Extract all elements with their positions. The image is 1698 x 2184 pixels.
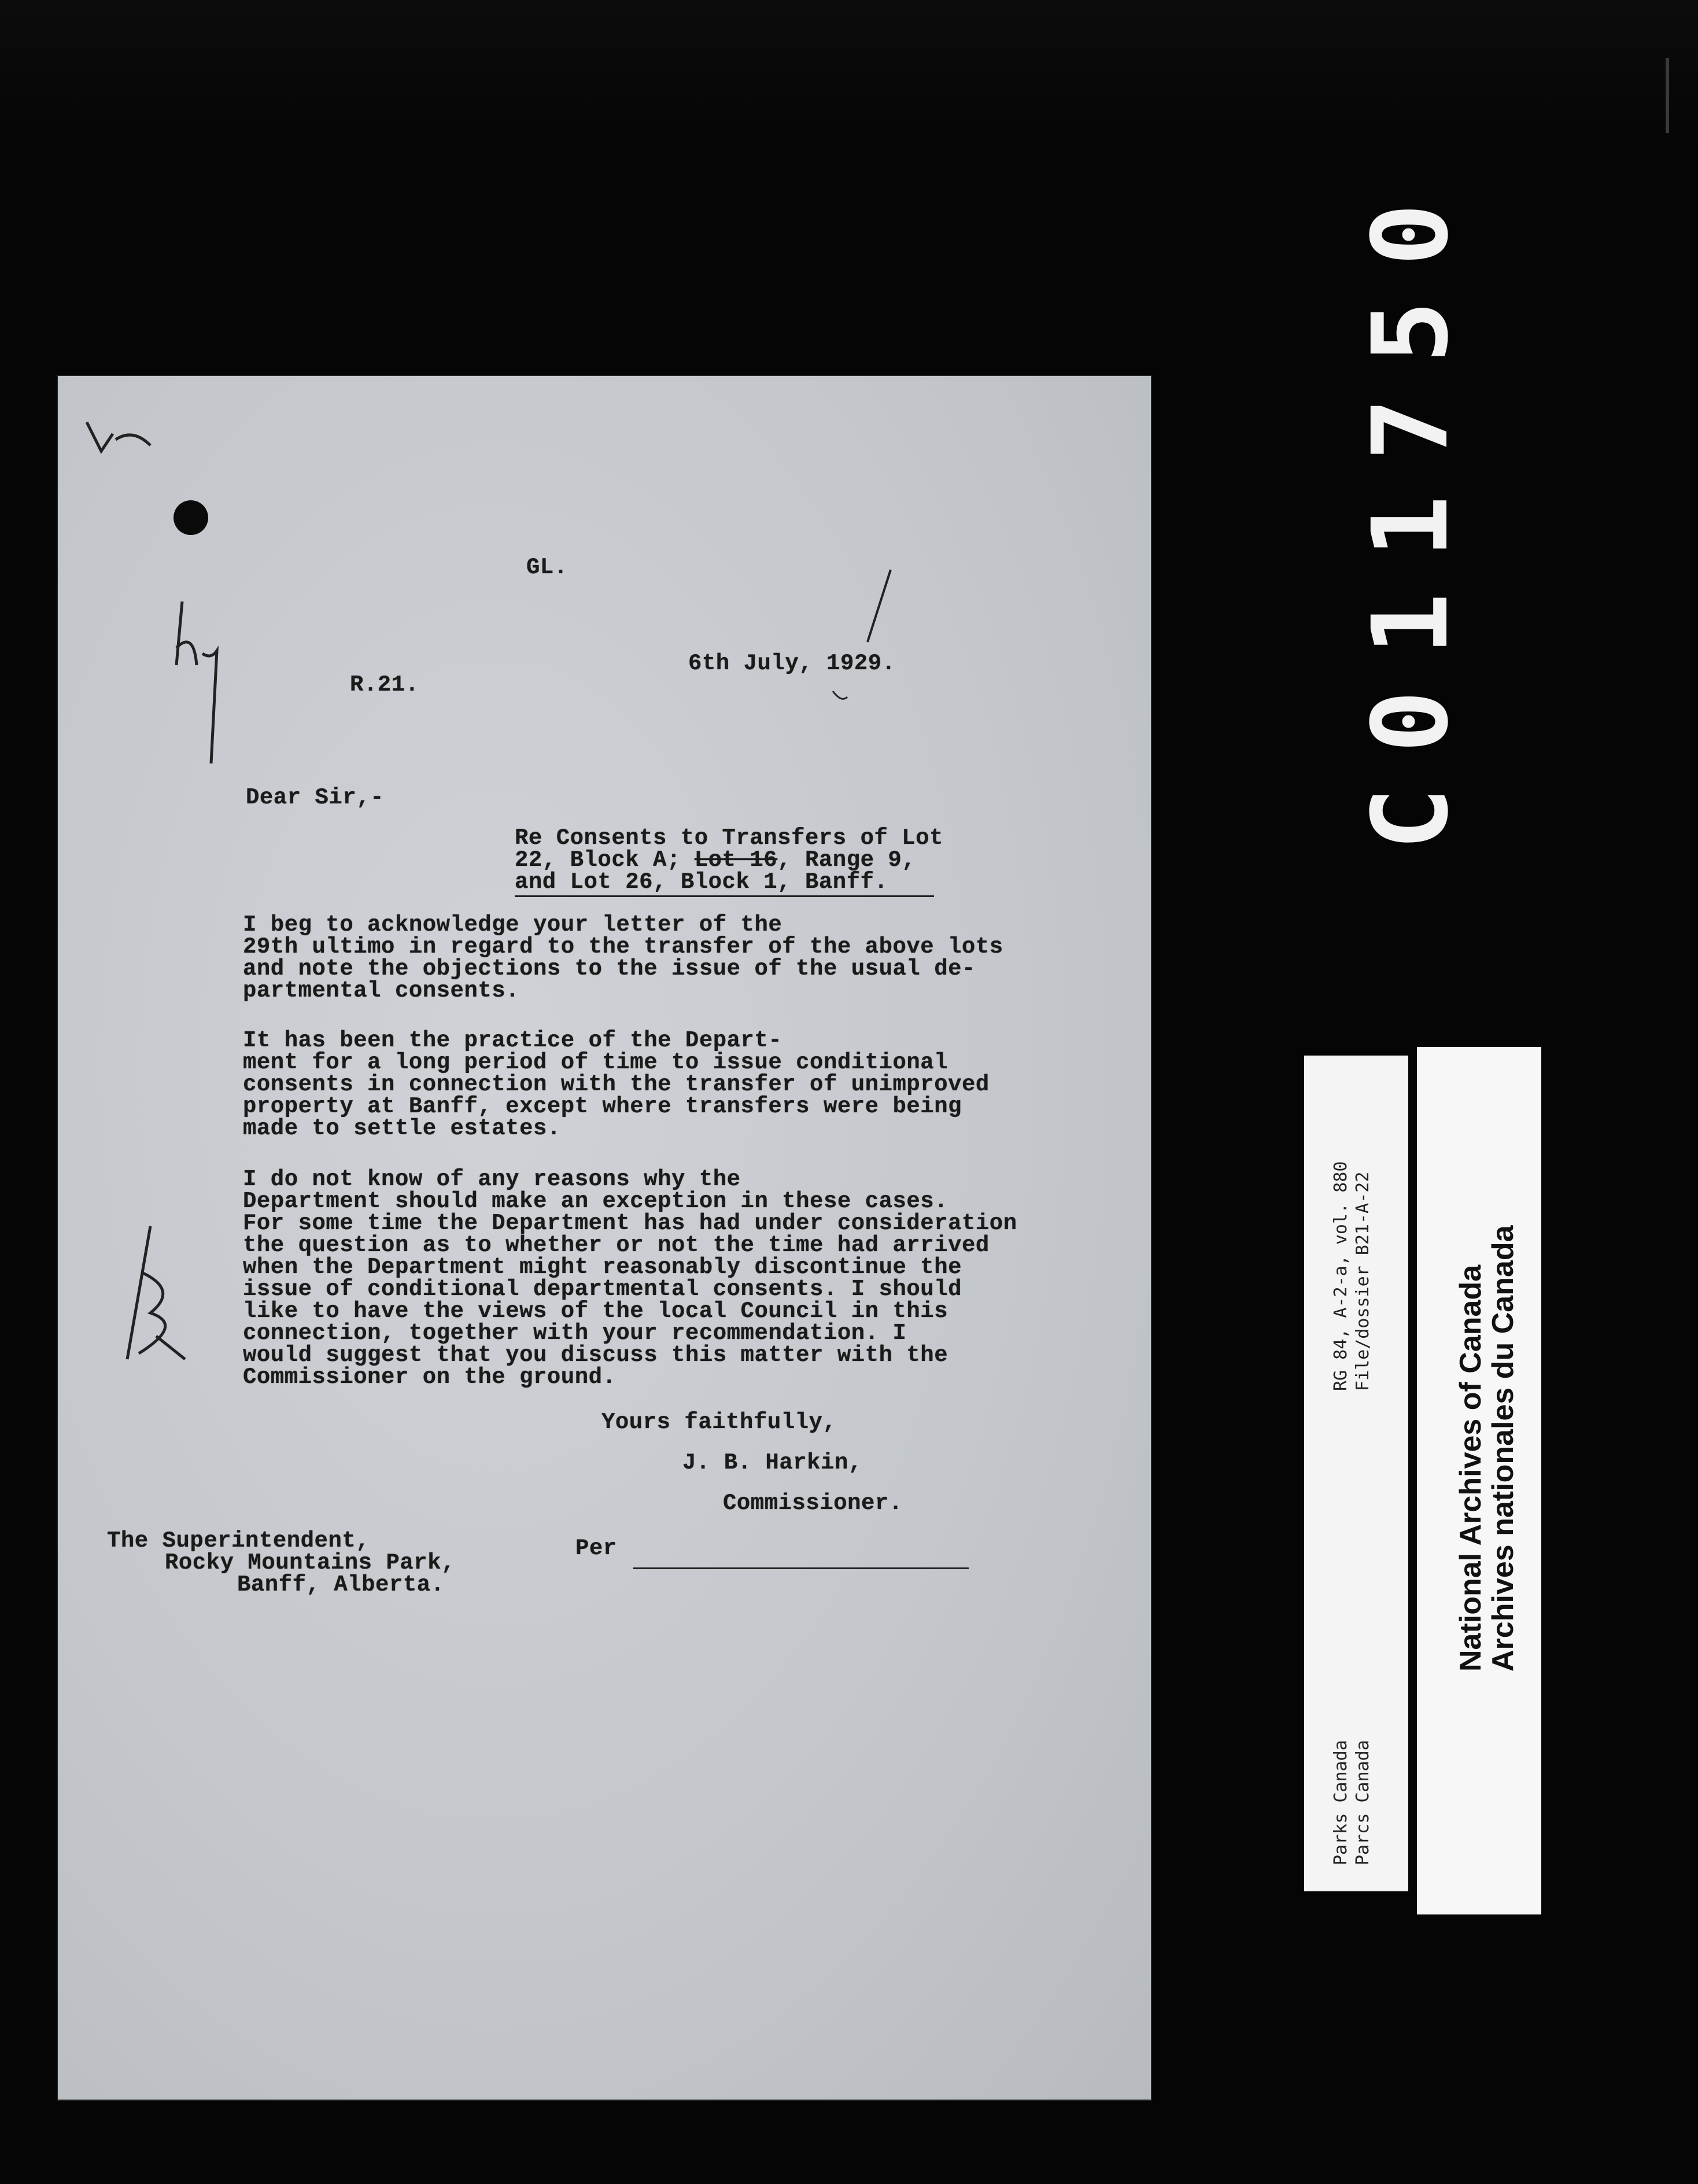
paragraph-2: It has been the practice of the Depart- ment for a long period of time to issue conditional consents in connection with the transfer of unimproved property at Banff, except where transfers were being made to settle estates.: [243, 1028, 990, 1141]
addressee-line-2: Rocky Mountains Park,: [165, 1550, 455, 1576]
initials-b-pen: [116, 1220, 197, 1371]
addressee-line-3: Banff, Alberta.: [237, 1572, 445, 1598]
paragraph-3: I do not know of any reasons why the Department should make an exception in these cases. For some time the Department has had under consideration the question as to whether or not the time had arrived when the Department might reasonably discontinue the issue of conditional departmental consents. I should like to have the views of the local Council in this connection, together with your recommendation. I would suggest that you discuss this matter with the Commissioner on the ground.: [243, 1167, 1017, 1390]
frame-number: C011750: [1350, 168, 1471, 850]
letter-date: 6th July, 1929.: [688, 651, 896, 676]
institution-name-en: National Archives of Canada: [1454, 1264, 1487, 1672]
office-mark: GL.: [526, 555, 568, 580]
paragraph-1: I beg to acknowledge your letter of the 29th ultimo in regard to the transfer of the above lots and note the objections to the issue of the usual de- partmental consents.: [243, 912, 1003, 1004]
film-edge: [0, 0, 1698, 150]
agency-text: [1330, 1740, 1374, 1865]
agency-line-1: Parks Canada: [1331, 1740, 1351, 1865]
check-mark-pen: [81, 416, 162, 468]
closing: Yours faithfully,: [601, 1410, 837, 1435]
subject-line-2: [515, 849, 916, 871]
salutation: Dear Sir,-: [246, 785, 385, 810]
per-label: Per: [575, 1536, 617, 1561]
subject-line-2-start: 22, Block A;: [515, 847, 695, 873]
pen-stroke: [856, 567, 902, 648]
initials-pen: [171, 596, 240, 769]
institution-text: [1455, 1225, 1519, 1672]
file-reference: R.21.: [350, 672, 419, 698]
punch-hole: [174, 500, 208, 535]
subject-line-1: Re Consents to Transfers of Lot: [515, 825, 944, 851]
archive-reference-label: [1304, 1056, 1408, 1891]
institution-name-fr: Archives nationales du Canada: [1486, 1225, 1520, 1672]
subject-struck-text: Lot 16: [694, 847, 778, 873]
signer-title: Commissioner.: [723, 1491, 903, 1516]
pen-tick: [830, 688, 853, 706]
signature-line: [633, 1567, 969, 1569]
reference-text: [1330, 1161, 1374, 1391]
subject-line-3: and Lot 26, Block 1, Banff.: [515, 869, 888, 895]
letter-page: [58, 376, 1151, 2100]
subject-underline: [515, 895, 934, 897]
subject-line-2-end: , Range 9,: [777, 847, 916, 873]
reference-line-2: File/dossier B21-A-22: [1353, 1171, 1373, 1391]
archives-institution-label: [1417, 1047, 1541, 1914]
agency-line-2: Parcs Canada: [1353, 1740, 1373, 1865]
addressee-line-1: The Superintendent,: [107, 1528, 370, 1554]
film-edge-mark: [1666, 58, 1669, 133]
signer-name: J. B. Harkin,: [682, 1450, 862, 1475]
reference-line-1: RG 84, A-2-a, vol. 880: [1331, 1161, 1351, 1391]
